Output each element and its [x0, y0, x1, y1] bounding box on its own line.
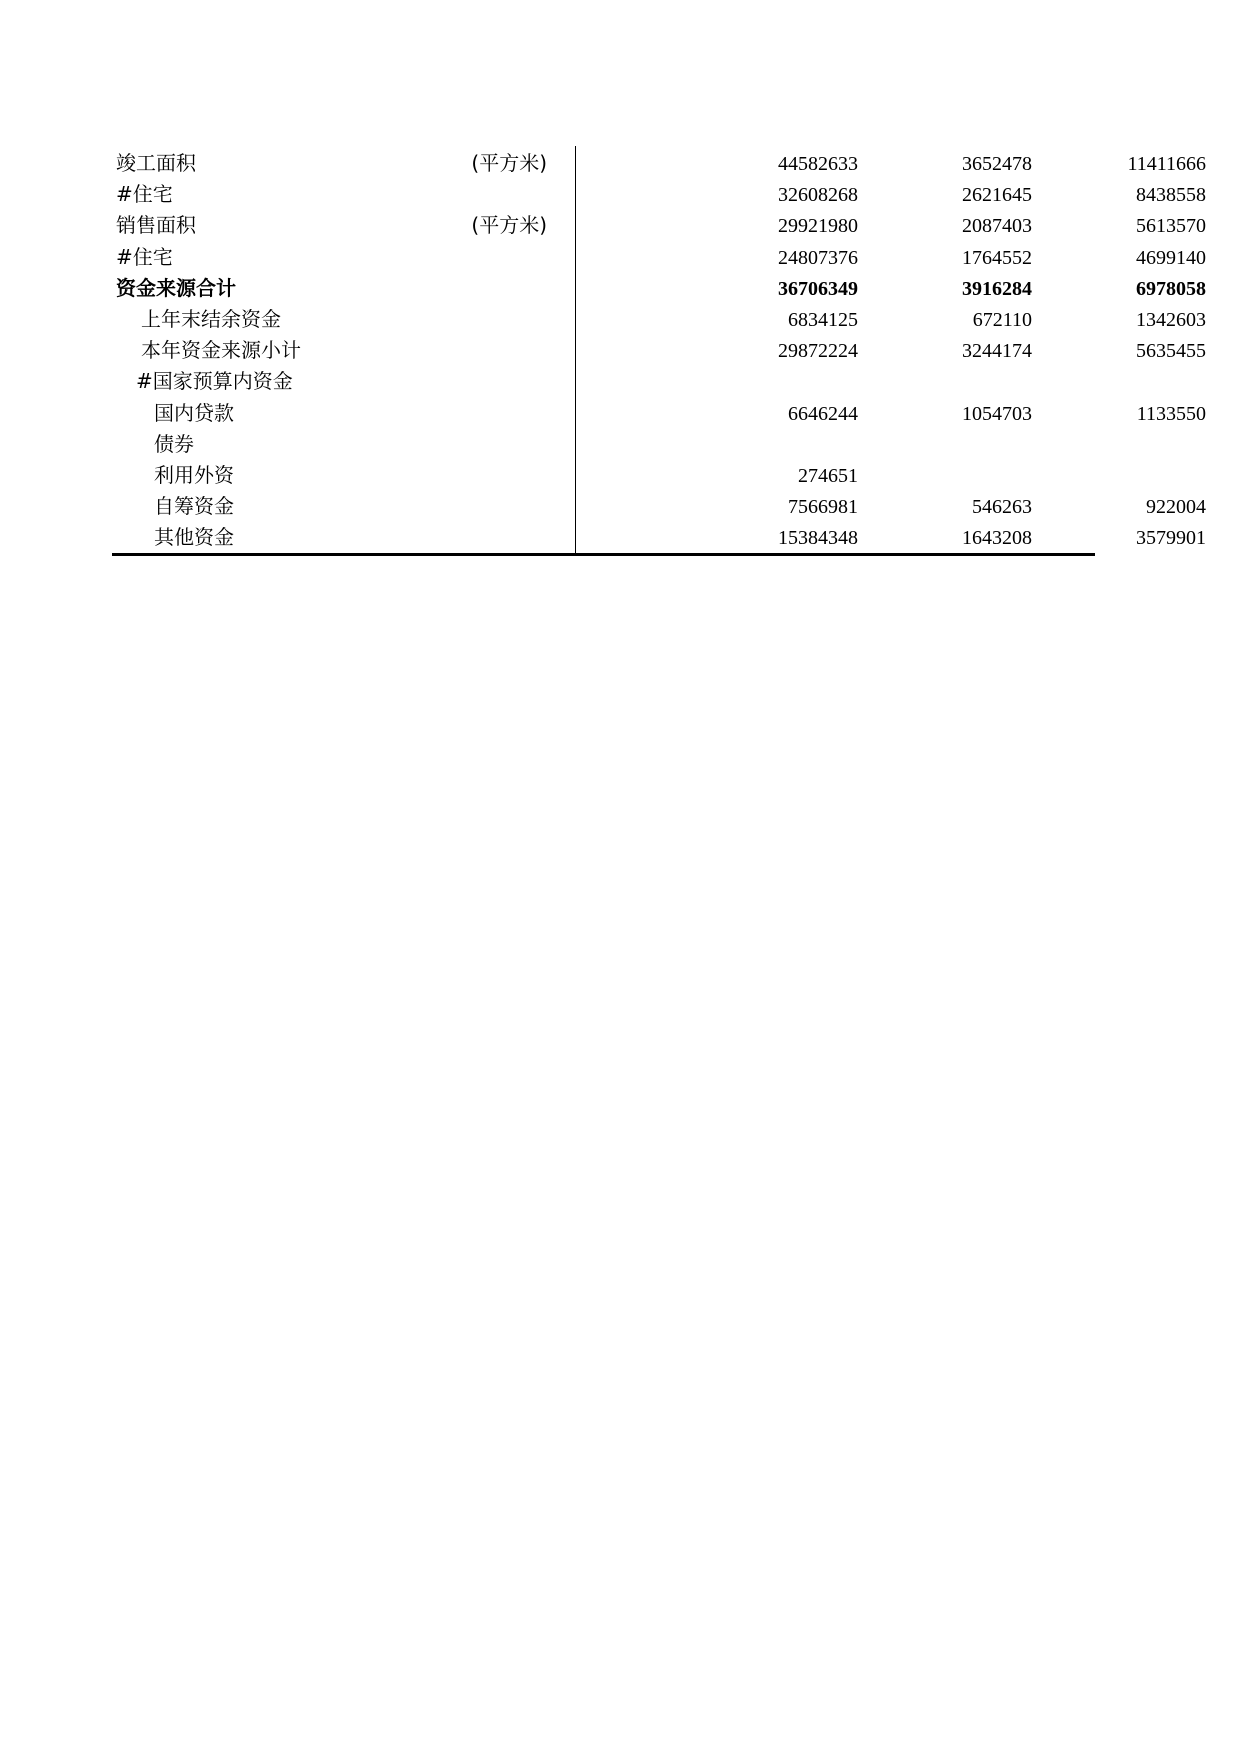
value-cell-col3: 11411666 — [1127, 153, 1206, 175]
row-label: 竣工面积 — [116, 151, 196, 175]
value-cell-col1: 7566981 — [788, 496, 858, 519]
value-cell-col2: 3244174 — [962, 340, 1032, 363]
value-cell-col2: 672110 — [972, 308, 1032, 331]
row-label: 销售面积 — [116, 213, 196, 238]
value-cell-col3: 8438558 — [1136, 184, 1206, 207]
row-label: 其他资金 — [154, 525, 234, 550]
table-row — [112, 491, 1206, 522]
row-label: #国家预算内资金 — [136, 369, 293, 394]
value-cell-col1: 29921980 — [778, 215, 858, 238]
statistics-table — [112, 148, 1206, 553]
table-bottom-rule — [112, 553, 1095, 556]
value-cell-col1: 29872224 — [778, 340, 858, 363]
row-label: 自筹资金 — [154, 494, 234, 519]
value-cell-col3: 4699140 — [1136, 246, 1206, 269]
table-row — [112, 398, 1206, 429]
row-label: 国内贷款 — [154, 400, 234, 425]
table-row — [112, 304, 1206, 335]
table-row — [112, 148, 1206, 179]
table-row — [112, 210, 1206, 241]
value-cell-col3: 6978058 — [1136, 277, 1206, 300]
table-row — [112, 273, 1206, 304]
value-cell-col2: 1643208 — [962, 527, 1032, 550]
table-row — [112, 179, 1206, 210]
row-label: 本年资金来源小计 — [141, 338, 301, 363]
value-cell-col1: 36706349 — [778, 277, 858, 300]
table-row — [112, 335, 1206, 366]
value-cell-col1: 6834125 — [788, 308, 858, 331]
value-cell-col3: 1342603 — [1136, 308, 1206, 331]
row-label: 债券 — [154, 431, 194, 456]
value-cell-col2: 1764552 — [962, 246, 1032, 269]
value-cell-col2: 1054703 — [962, 402, 1032, 425]
table-row — [112, 460, 1095, 491]
value-cell-col3: 5613570 — [1136, 215, 1206, 238]
value-cell-col1: 15384348 — [778, 527, 858, 550]
value-cell-col3: 922004 — [1146, 496, 1206, 519]
value-cell-col3: 3579901 — [1136, 527, 1206, 550]
value-cell-col1: 32608268 — [778, 184, 858, 207]
row-label: 上年末结余资金 — [141, 306, 281, 331]
row-label: 利用外资 — [154, 462, 234, 487]
value-cell-col2: 3652478 — [962, 153, 1032, 175]
row-unit: (平方米) — [471, 213, 547, 238]
value-cell-col3: 1133550 — [1136, 402, 1206, 425]
value-cell-col2: 546263 — [972, 496, 1032, 519]
value-cell-col2: 3916284 — [962, 277, 1032, 300]
row-label: #住宅 — [116, 182, 173, 207]
table-row — [112, 429, 1095, 460]
value-cell-col2: 2621645 — [962, 184, 1032, 207]
row-label: #住宅 — [116, 244, 173, 269]
value-cell-col1: 274651 — [798, 464, 858, 487]
table-body — [112, 148, 1206, 553]
value-cell-col1: 6646244 — [788, 402, 858, 425]
table-row — [112, 366, 1095, 397]
row-label: 资金来源合计 — [116, 275, 236, 300]
value-cell-col1: 24807376 — [778, 246, 858, 269]
table-row — [112, 522, 1206, 553]
value-cell-col3: 5635455 — [1136, 340, 1206, 363]
value-cell-col1: 44582633 — [778, 153, 858, 175]
table-row — [112, 242, 1206, 273]
value-cell-col2: 2087403 — [962, 215, 1032, 238]
row-unit: (平方米) — [471, 151, 547, 175]
